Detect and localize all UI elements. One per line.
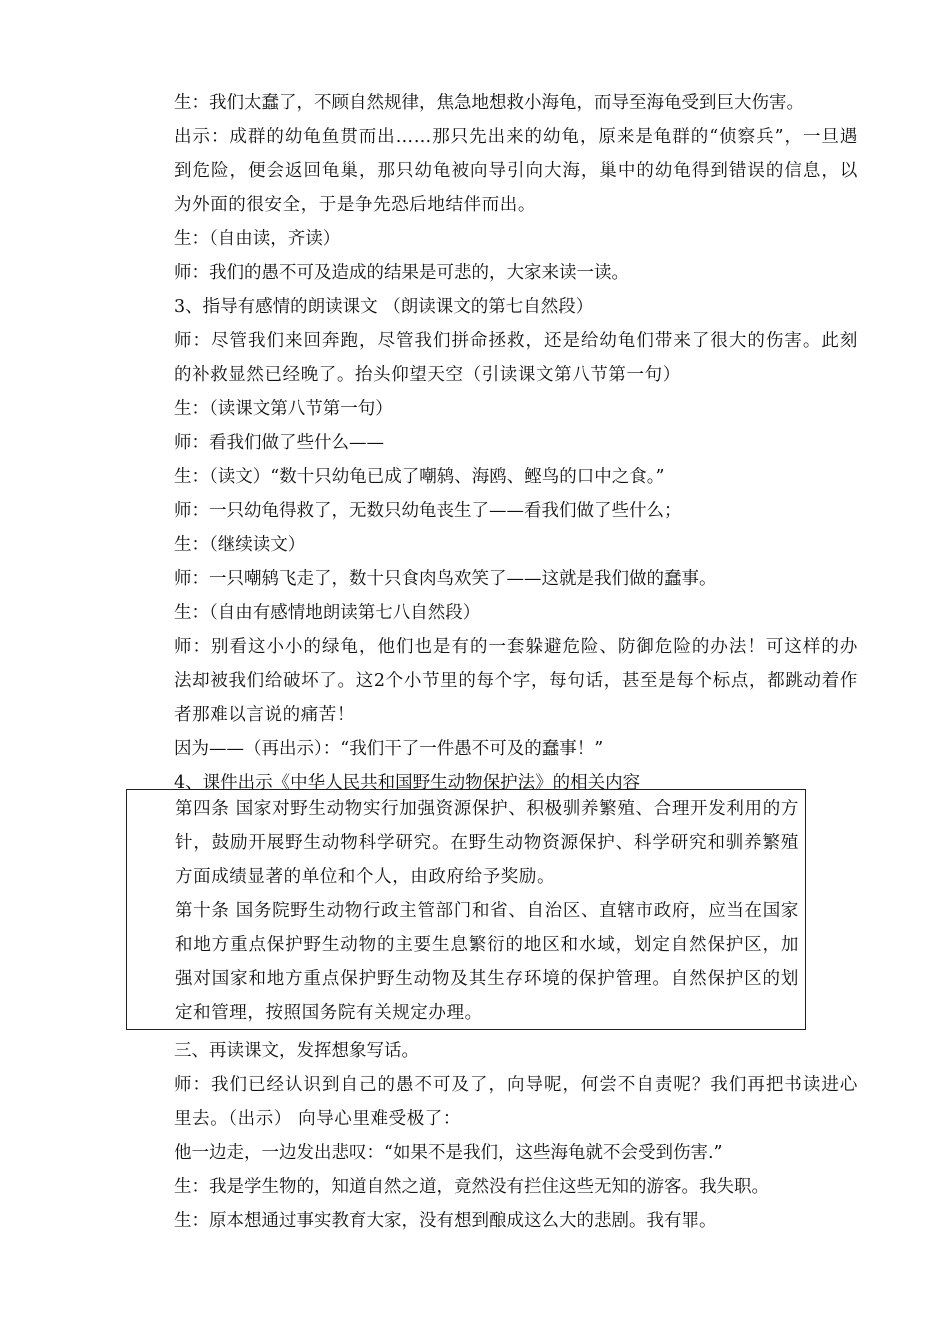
law-excerpt-box bbox=[126, 789, 806, 1030]
paragraph: 师：看我们做了些什么—— bbox=[174, 433, 384, 453]
paragraph: 生：（读文）“数十只幼龟已成了嘲鸫、海鸥、鲣鸟的口中之食。” bbox=[174, 467, 665, 487]
paragraph: 师：我们的愚不可及造成的结果是可悲的，大家来读一读。 bbox=[174, 263, 629, 283]
paragraph: 师：一只幼龟得救了，无数只幼龟丧生了——看我们做了些什么； bbox=[174, 501, 682, 521]
section-heading: 三、再读课文，发挥想象写话。 bbox=[174, 1041, 419, 1061]
paragraph: 生：我们太蠢了，不顾自然规律，焦急地想救小海龟，而导至海龟受到巨大伤害。 bbox=[174, 93, 804, 113]
paragraph: 生：（自由读，齐读） bbox=[174, 229, 341, 249]
paragraph: 因为——（再出示）：“我们干了一件愚不可及的蠢事！” bbox=[174, 739, 604, 759]
paragraph: 师：我们已经认识到自己的愚不可及了，向导呢，何尝不自责呢？我们再把书读进心里去。（出示） 向导心里难受极了： bbox=[174, 1075, 858, 1129]
paragraph: 生：我是学生物的，知道自然之道，竟然没有拦住这些无知的游客。我失职。 bbox=[174, 1177, 769, 1197]
paragraph: 生：（自由有感情地朗读第七八自然段） bbox=[174, 603, 481, 623]
section-heading: 4、课件出示《中华人民共和国野生动物保护法》的相关内容 bbox=[174, 773, 641, 793]
paragraph: 师：一只嘲鸫飞走了，数十只食肉鸟欢笑了——这就是我们做的蠢事。 bbox=[174, 569, 717, 589]
paragraph: 生：原本想通过事实教育大家，没有想到酿成这么大的悲剧。我有罪。 bbox=[174, 1211, 717, 1231]
paragraph: 师：尽管我们来回奔跑，尽管我们拼命拯救，还是给幼龟们带来了很大的伤害。此刻的补救显然已经晚了。抬头仰望天空（引读课文第八节第一句） bbox=[174, 331, 858, 385]
paragraph: 师：别看这小小的绿龟，他们也是有的一套躲避危险、防御危险的办法！可这样的办法却被我们给破坏了。这2个小节里的每个字，每句话，甚至是每个标点，都跳动着作者那难以言说的痛苦！ bbox=[174, 637, 858, 725]
paragraph: 出示：成群的幼龟鱼贯而出……那只先出来的幼龟，原来是龟群的“侦察兵”，一旦遇到危险，便会返回龟巢，那只幼龟被向导引向大海，巢中的幼龟得到错误的信息，以为外面的很安全，于是争先恐后地结伴而出。 bbox=[174, 127, 858, 215]
paragraph: 他一边走，一边发出悲叹：“如果不是我们，这些海龟就不会受到伤害.” bbox=[174, 1143, 723, 1163]
law-article: 第四条 国家对野生动物实行加强资源保护、积极驯养繁殖、合理开发利用的方针，鼓励开展野生动物科学研究。在野生动物资源保护、科学研究和驯养繁殖方面成绩显著的单位和个人，由政府给予奖励。 bbox=[175, 799, 799, 887]
law-article: 第十条 国务院野生动物行政主管部门和省、自治区、直辖市政府，应当在国家和地方重点保护野生动物的主要生息繁衍的地区和水域，划定自然保护区，加强对国家和地方重点保护野生动物及其生存环境的保护管理。自然保护区的划定和管理，按照国务院有关规定办理。 bbox=[175, 901, 799, 1023]
section-heading: 3、指导有感情的朗读课文 （朗读课文的第七自然段） bbox=[174, 297, 594, 317]
paragraph: 生：（继续读文） bbox=[174, 535, 306, 555]
paragraph: 生：（读课文第八节第一句） bbox=[174, 399, 393, 419]
